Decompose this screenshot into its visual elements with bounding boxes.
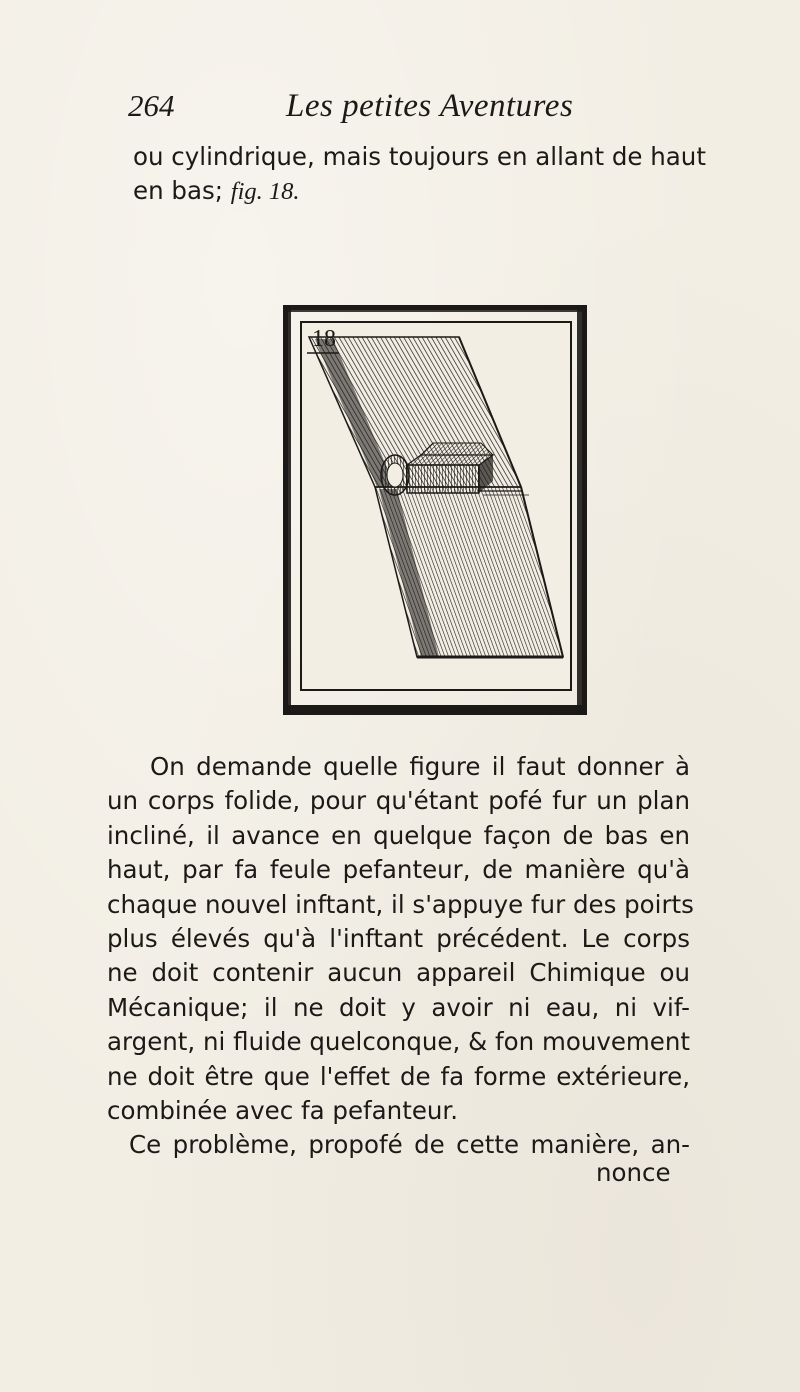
body-line: Ce problème, propofé de cette manière, an-: [129, 1130, 690, 1160]
body-line: chaque nouvel inftant, il s'appuye fur des poirts: [107, 889, 694, 919]
lead-line-2-text: en bas;: [133, 176, 231, 205]
lead-paragraph: [133, 140, 706, 209]
body-line: plus élevés qu'à l'inftant précédent. Le corps: [107, 924, 690, 954]
page-header: [128, 88, 688, 132]
figure-18-engraving: [283, 305, 587, 715]
running-title: Les petites Aventures: [286, 88, 574, 124]
body-line: Mécanique; il ne doit y avoir ni eau, ni vif-: [107, 992, 690, 1022]
figure-reference: fig. 18.: [230, 178, 300, 205]
body-line: combinée avec fa pefanteur.: [107, 1096, 459, 1126]
body-line: un corps folide, pour qu'étant pofé fur un plan: [107, 786, 690, 816]
lead-line-2: [133, 174, 693, 209]
body-line: argent, ni fluide quelconque, & fon mouvement: [107, 1027, 690, 1057]
body-line: haut, par fa feule pefanteur, de manière qu'à: [107, 855, 690, 885]
body-line: ne doit contenir aucun appareil Chimique ou: [107, 958, 690, 988]
body-line: On demande quelle figure il faut donner à: [150, 752, 690, 781]
body-paragraph: [107, 750, 694, 1163]
body-line: incliné, il avance en quelque façon de bas en: [107, 820, 690, 850]
body-line: ne doit être que l'effet de fa forme extérieure,: [107, 1061, 690, 1091]
page-number: 264: [128, 88, 175, 123]
catchword: nonce: [596, 1158, 671, 1187]
lead-line-1: ou cylindrique, mais toujours en allant de haut: [133, 142, 706, 171]
